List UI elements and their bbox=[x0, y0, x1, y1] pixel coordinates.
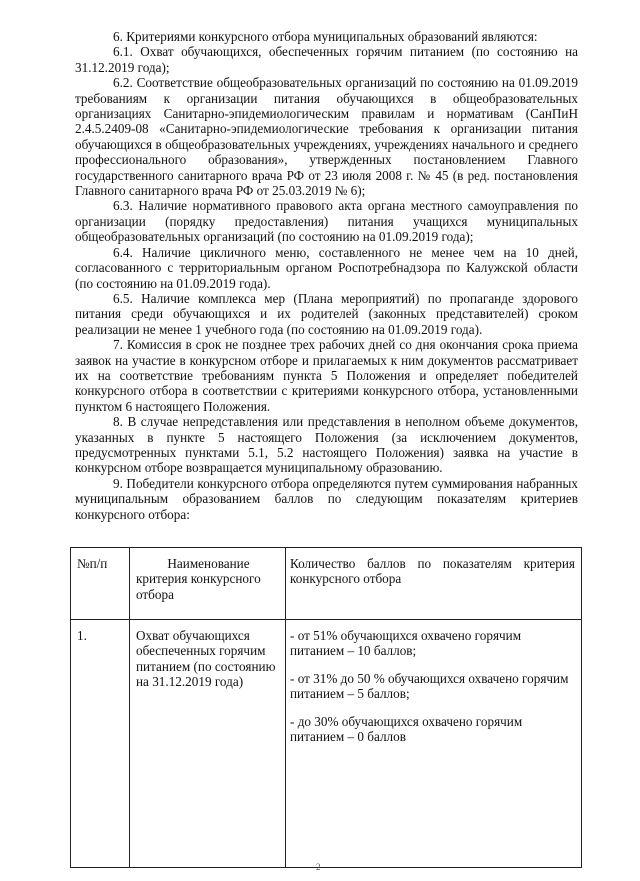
row-criterion-name: Охват обучающихся обеспеченных горячим питанием (по состоянию на 31.12.2019 года) bbox=[130, 620, 286, 868]
points-item: - от 31% до 50 % обучающихся охвачено горячим питанием – 5 баллов; bbox=[290, 670, 569, 702]
paragraph-criteria-intro: 6. Критериями конкурсного отбора муниципальных образований являются: bbox=[113, 29, 538, 44]
header-criterion-name-line1: Наименование bbox=[167, 556, 250, 571]
header-number: №п/п bbox=[71, 548, 130, 620]
row-number: 1. bbox=[71, 620, 130, 868]
paragraph-8: 8. В случае непредставления или представления в неполном объеме документов, указанных в пункте 5 настоящего Положения (за исключением документов, предусмотренных пунктами 5.1, 5.2 настоящего Положения) заявка на участие в конкурсном отборе возвращается муниципальному образованию. bbox=[75, 414, 578, 476]
header-criterion-name bbox=[130, 548, 286, 620]
points-item: - от 51% обучающихся охвачено горячим питанием – 10 баллов; bbox=[290, 628, 522, 659]
paragraph-6-4: 6.4. Наличие цикличного меню, составленного не менее чем на 10 дней, согласованного с территориальным органом Роспотребнадзора по Калужской области (по состоянию на 01.09.2019 года). bbox=[75, 244, 578, 291]
paragraph-6-1: 6.1. Охват обучающихся, обеспеченных горячим питанием (по состоянию на 31.12.2019 года); bbox=[75, 44, 578, 75]
paragraph-6-3: 6.3. Наличие нормативного правового акта органа местного самоуправления по организации (порядку предоставления) питания учащихся муниципальных общеобразовательных организаций (по состоянию на 01.09.2019 года); bbox=[75, 198, 578, 245]
paragraph-7: 7. Комиссия в срок не позднее трех рабочих дней со дня окончания срока приема заявок на участие в конкурсном отборе и прилагаемых к ним документов рассматривает их на соответствие требованиям пункта 5 Положения и определяет победителей конкурсного отбора в соответствии с критериями конкурсного отбора, установленными пунктом 6 настоящего Положения. bbox=[75, 337, 578, 414]
page-number: 2 bbox=[316, 862, 321, 872]
body-text bbox=[75, 29, 578, 522]
row-points bbox=[286, 620, 582, 868]
table-row bbox=[71, 620, 582, 868]
paragraph-6-2: 6.2. Соответствие общеобразовательных организаций по состоянию на 01.09.2019 требованиям к организации питания обучающихся в общеобразовательных организациях Санитарно-эпидемиологическим правилам и нормативам (СанПиН 2.4.5.2409-08 «Санитарно-эпидемиологические требования к организации питания обучающихся в общеобразовательных учреждениях, учреждениях начального и среднего профессионального образования», утвержденных постановлением Главного государственного санитарного врача РФ от 23 июля 2008 г. № 45 (в ред. постановления Главного санитарного врача РФ от 25.03.2019 № 6); bbox=[75, 75, 578, 199]
header-points: Количество баллов по показателям критерия конкурсного отбора bbox=[286, 548, 582, 620]
table-header-row bbox=[71, 548, 582, 620]
paragraph-9: 9. Победители конкурсного отбора определяются путем суммирования набранных муниципальным образованием баллов по следующим показателям критериев конкурсного отбора: bbox=[75, 475, 578, 522]
criteria-table bbox=[70, 547, 582, 868]
points-item: - до 30% обучающихся охвачено горячим питанием – 0 баллов bbox=[290, 713, 523, 745]
header-criterion-name-rest: критерия конкурсного отбора bbox=[136, 571, 261, 602]
paragraph-6-5: 6.5. Наличие комплекса мер (Плана мероприятий) по пропаганде здорового питания среди обучающихся и их родителей (законных представителей) сроком реализации не менее 1 учебного года (по состоянию на 01.09.2019 года). bbox=[75, 290, 578, 337]
